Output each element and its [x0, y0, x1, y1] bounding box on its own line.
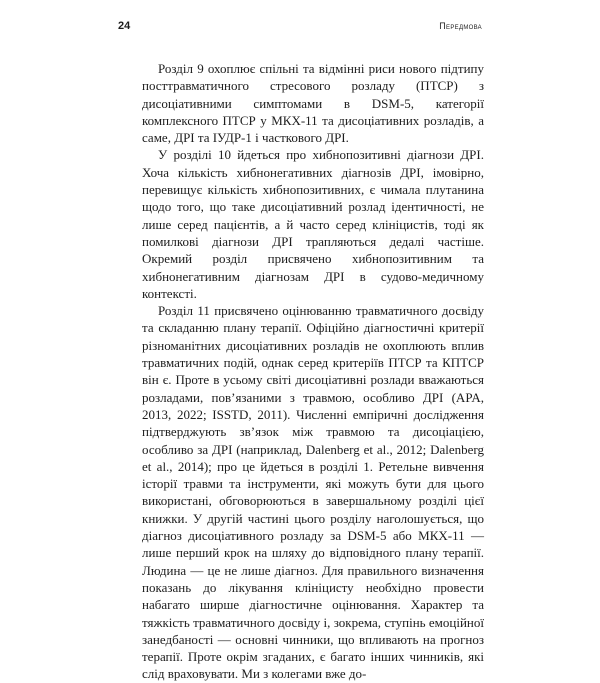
body-text	[142, 60, 484, 683]
page-header	[118, 20, 482, 32]
paragraph: Розділ 9 охоплює спільні та відмінні риси нового підтипу посттравматичного стресового розладу (ПТСР) з дисоціативними симптомами в DSM-5, категорії комплексного ПТСР у МКХ-11 та дисоціативних розладів, а саме, ДРІ та ІУДР-1 і часткового ДРІ.	[142, 61, 484, 146]
running-head: Передмова	[439, 21, 482, 31]
paragraph: У розділі 10 йдеться про хибнопозитивні діагнози ДРІ. Хоча кількість хибнонегативних діагнозів ДРІ, імовірно, перевищує кількість хибнопозитивних, є чимала плутанина щодо того, що таке дисоціативний розлад ідентичності, не лише серед пацієнтів, а й часто серед клініцистів, тоді як помилкові діагнози ДРІ трапляються дедалі частіше. Окремий розділ присвячено хибнопозитивним та хибнонегативним діагнозам ДРІ в судово-медичному контексті.	[142, 147, 484, 301]
page-number: 24	[118, 20, 131, 32]
paragraph: Розділ 11 присвячено оцінюванню травматичного досвіду та складанню плану терапії. Офіційно діагностичні критерії різноманітних дисоціативних розладів не охоплюють вплив травматичних подій, однак серед критеріїв ПТСР та КПТСР він є. Проте в усьому світі дисоціативні розлади вважаються розладами, пов’язаними з травмою, особливо ДРІ (APA, 2013, 2022; ISSTD, 2011). Численні емпіричні дослідження підтверджують зв’язок між травмою та дисоціацією, особливо за ДРІ (наприклад, Dalenberg et al., 2012; Dalenberg et al., 2014); про це йдеться в розділі 1. Ретельне вивчення історії травми та інструменти, які можуть бути для цього використані, обговорюються в завершальному розділі цієї книжки. У другій частині цього розділу наголошується, що діагноз дисоціативного розладу за DSM-5 або МКХ-11 — лише перший крок на шляху до відповідного плану терапії. Людина — це не лише діагноз. Для правильного визначення показань до лікування клініцисту необхідно провести набагато ширше діагностичне оцінювання. Характер та тяжкість травматичного досвіду і, зокрема, ступінь емоційної занедбаності — основні чинники, що впливають на прогноз терапії. Проте окрім згаданих, є багато інших чинників, які слід враховувати. Ми з колегами вже до-	[142, 303, 484, 682]
